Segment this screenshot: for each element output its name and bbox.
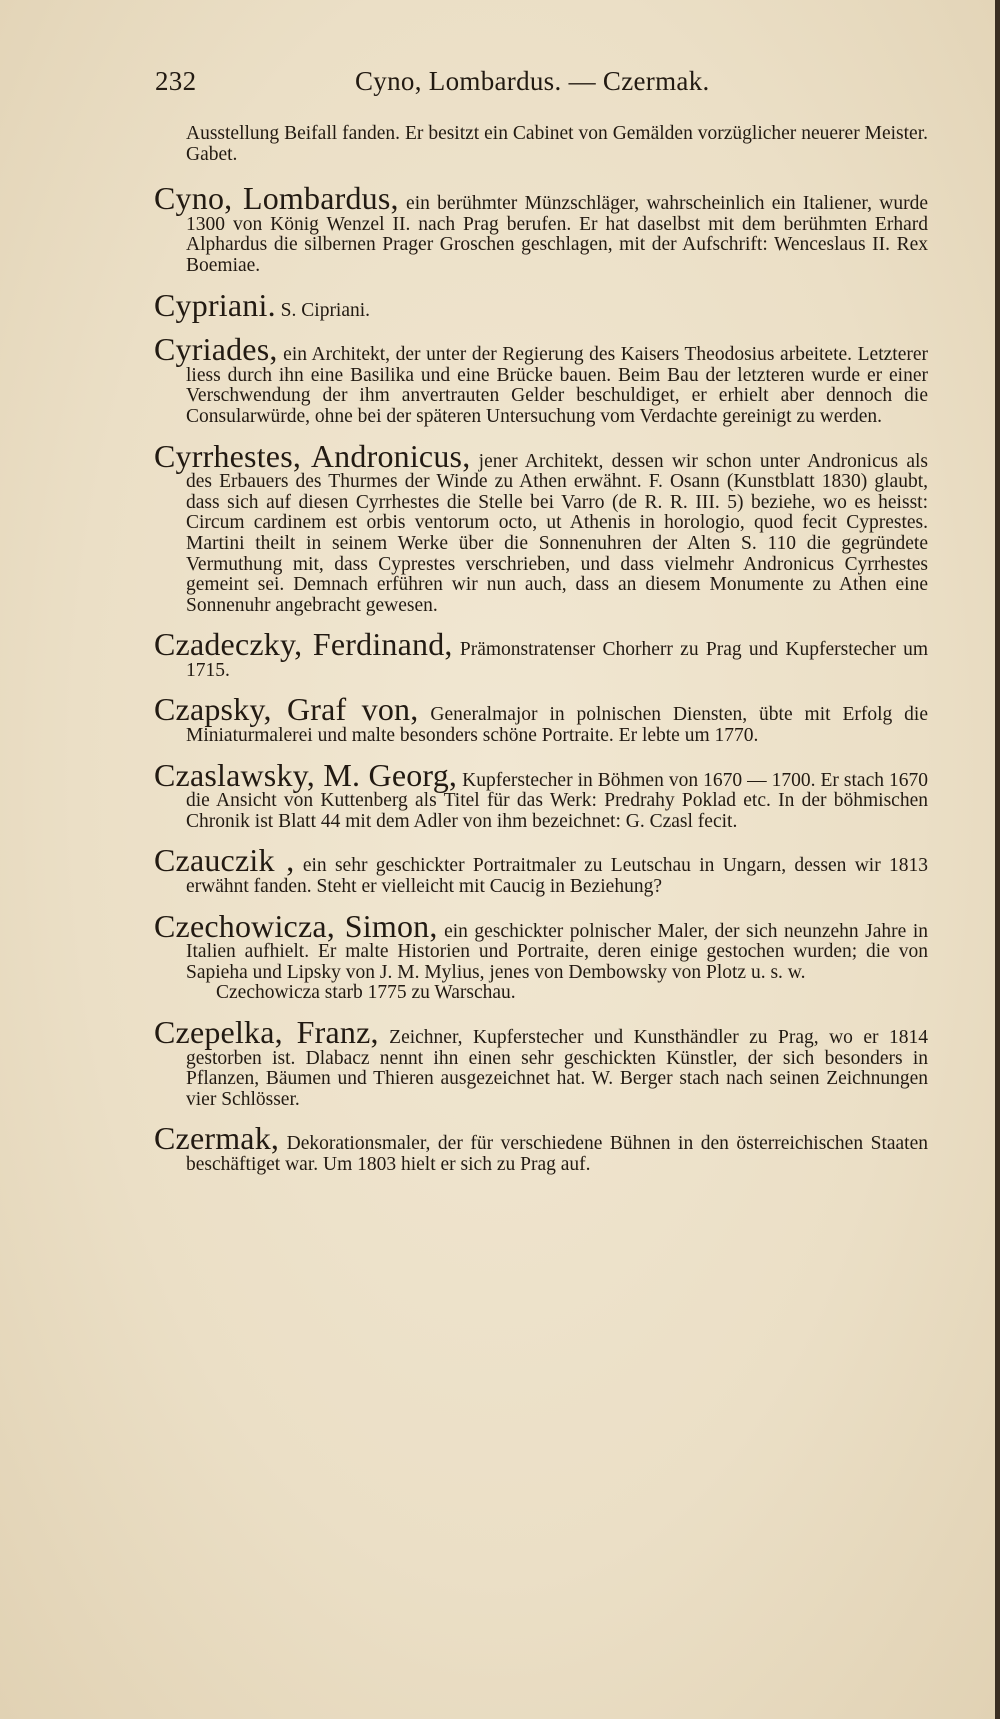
entry-text: ein sehr geschickter Portraitmaler zu Leutschau in Ungarn, dessen wir 1813 erwähnt fanden. Steht er vielleicht mit Caucig in Beziehung? — [186, 855, 929, 898]
entry-text: Dekorationsmaler, der für verschiedene Bühnen in den österreichischen Staaten beschäftiget war. Um 1803 hielt er sich zu Prag auf. — [186, 1133, 928, 1175]
entry-headword: Cyrrhestes, Andronicus, — [154, 437, 471, 474]
continuation-paragraph — [186, 124, 928, 165]
entry-headword: Czauczik , — [154, 842, 295, 879]
entry-czaslawsky — [154, 756, 929, 833]
entry-text: Kupferstecher in Böhmen von 1670 — 1700. Er stach 1670 die Ansicht von Kuttenberg als Titel für das Werk: Predrahy Poklad etc. In der böhmischen Chronik ist Blatt 44 mit dem Adler von ihm bezeichnet: G. Czasl fecit. — [186, 769, 929, 832]
entry-text: Zeichner, Kupferstecher und Kunsthändler zu Prag, wo er 1814 gestorben ist. Dlabacz nennt ihn einen sehr geschickten Künstler, der sich besonders in Pflanzen, Bäumen und Thieren ausgezeichnet hat. W. Berger stach nach seinen Zeichnungen vier Schlösser. — [186, 1027, 929, 1110]
running-head: Cyno, Lombardus. — Czermak. — [355, 66, 710, 96]
entry-cypriani — [154, 286, 928, 323]
entry-cyno — [154, 180, 929, 276]
dictionary-body — [154, 123, 929, 1193]
entry-headword: Cyno, Lombardus, — [154, 180, 399, 217]
entry-headword: Czepelka, Franz, — [154, 1014, 379, 1050]
entry-czepelka — [154, 1014, 929, 1110]
entry-czapsky — [154, 691, 928, 747]
continuation-text: Ausstellung Beifall fanden. Er besitzt ein Cabinet von Gemälden vorzüglicher neuerer Meister. Gabet. — [186, 123, 928, 165]
entry-text: Prämonstratenser Chorherr zu Prag und Kupferstecher um 1715. — [186, 639, 928, 681]
entry-text: ein berühmter Münzschläger, wahrscheinlich ein Italiener, wurde 1300 von König Wenzel II. nach Prag berufen. Er hat daselbst mit dem berühmten Erhard Alphardus die silbernen Prager Groschen geschlagen, mit der Aufschrift: Wenceslaus II. Rex Boemiae. — [186, 193, 929, 276]
entry-headword: Czechowicza, Simon, — [154, 907, 438, 944]
entry-text: ein Architekt, der unter der Regierung des Kaisers Theodosius arbeitete. Letzterer liess durch ihn eine Basilika und eine Brücke bauen. Beim Bau der letzteren wurde er einer Verschwendung der ihm anvertrauten Gelder beschuldiget, er erhielt aber dennoch die Consularwürde, ohne bei der späteren Untersuchung vom Verdachte gereinigt zu werden. — [186, 344, 928, 427]
entry-headword: Czadeczky, Ferdinand, — [154, 626, 453, 663]
entry-text: ein geschickter polnischer Maler, der sich neunzehn Jahre in Italien aufhielt. Er malte Historien und Portraite, deren einige gestochen wurden; die von Sapieha und Lipsky von J. M. Mylius, jenes von Dembowsky von Plotz u. s. w. — [186, 920, 928, 983]
entry-czechowicza — [154, 907, 928, 1004]
entry-headword: Czapsky, Graf von, — [154, 691, 419, 728]
entry-headword: Czaslawsky, M. Georg, — [154, 756, 458, 793]
entry-headword: Cyriades, — [154, 331, 278, 368]
entry-text: S. Cipriani. — [280, 299, 371, 321]
entry-text: Generalmajor in polnischen Diensten, übte mit Erfolg die Miniaturmalerei und malte besonders schöne Portraite. Er lebte um 1770. — [186, 704, 928, 747]
entry-czadeczky — [154, 626, 928, 681]
entry-signoff: Czechowicza starb 1775 zu Warschau. — [216, 982, 516, 1004]
entry-czauczik — [154, 842, 929, 898]
entry-text: jener Architekt, dessen wir schon unter Andronicus als des Erbauers des Thurmes der Winde zu Athen erwähnt. F. Osann (Kunstblatt 1830) glaubt, dass sich auf diesen Cyrrhestes die Stelle bei Varro (de R. R. III. 5) beziehe, wo es heisst: Circum cardinem est orbis ventorum octo, ut Athenis in horologio, quod fecit Cyprestes. Martini theilt in seinem Werke über die Sonnenuhren der Alten S. 110 die gegründete Vermuthung mit, dass Cyprestes verschrieben, und dass vielmehr Andronicus Cyrrhestes gemeint sei. Demnach erführen wir nun auch, dass an diesem Monumente zu Athen eine Sonnenuhr angebracht gewesen. — [186, 450, 928, 616]
entry-czermak — [154, 1120, 928, 1175]
entry-cyriades — [154, 331, 928, 427]
entry-headword: Cypriani. — [154, 286, 276, 323]
page-number: 232 — [155, 66, 197, 96]
entry-headword: Czermak, — [154, 1120, 280, 1157]
entry-cyrrhestes — [154, 437, 928, 617]
